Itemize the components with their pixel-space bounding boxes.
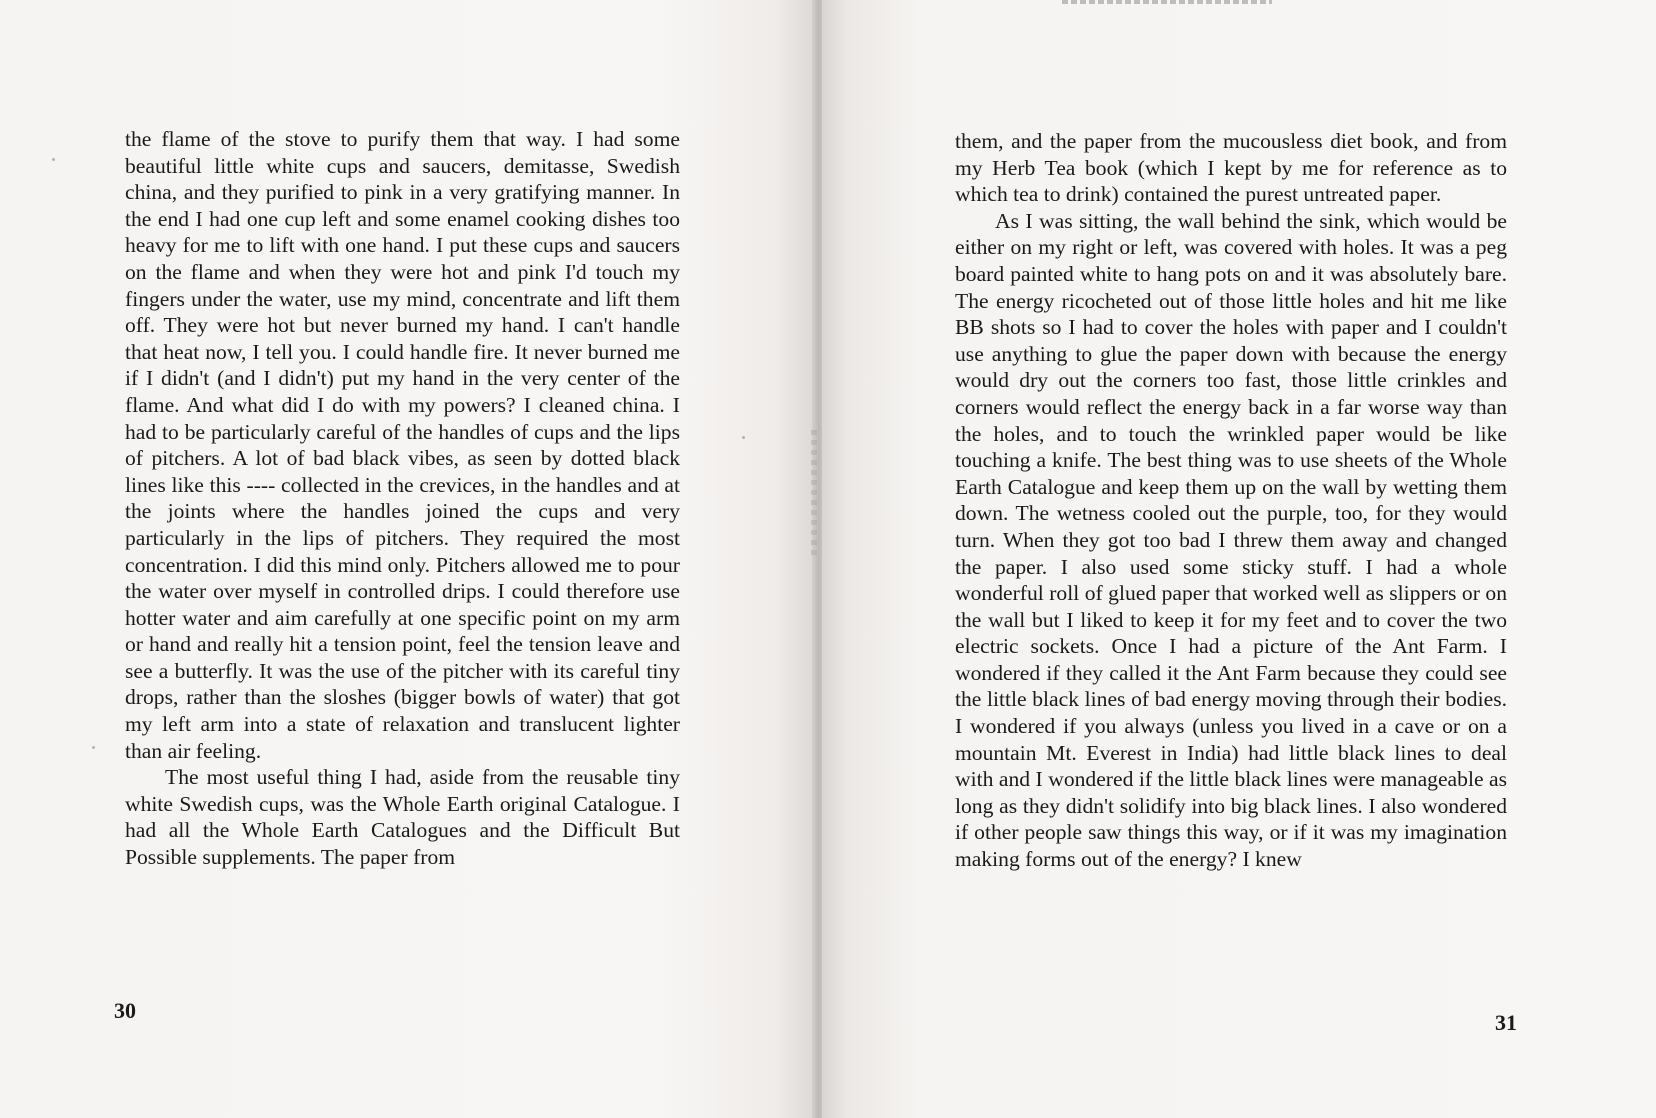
right-paragraph-2: As I was sitting, the wall behind the sink, which would be either on my right or left, was covered with holes. It was a peg board painted white to hang pots on and it was absolutely bare. The energy ricocheted out of those little holes and hit me like BB shots so I had to cover the holes with paper and I couldn't use anything to glue the paper down with because the energy would dry out the corners too fast, those little crinkles and corners would reflect the energy back in a far worse way than the holes, and to touch the wrinkled paper would be like touching a knife. The best thing was to use sheets of the Whole Earth Catalogue and keep them up on the wall by wetting them down. The wetness cooled out the purple, too, for they would turn. When they got too bad I threw them away and changed the paper. I also used some sticky stuff. I had a whole wonderful roll of glued paper that worked well as slippers or on the wall but I liked to keep it for my feet and to cover the two electric sockets. Once I had a picture of the Ant Farm. I wondered if they called it the Ant Farm because they could see the little black lines of bad energy moving through their bodies. I wondered if you always (unless you lived in a cave or on a mountain Mt. Everest in India) had little black lines to deal with and I wondered if the little black lines were manageable as long as they didn't solidify into big black lines. I also wondered if other people saw things this way, or if it was my imagination making forms out of the energy? I knew bbox=[955, 208, 1507, 872]
paper-speck bbox=[92, 746, 95, 749]
right-paragraph-1: them, and the paper from the mucousless diet book, and from my Herb Tea book (which I kept by me for reference as to which tea to drink) contained the purest untreated paper. bbox=[955, 129, 1507, 207]
left-page-number: 30 bbox=[114, 998, 136, 1023]
paper-speck bbox=[52, 158, 55, 161]
top-edge-mark bbox=[1062, 0, 1272, 4]
left-paragraph-1: the flame of the stove to purify them that way. I had some beautiful little white cups and saucers, demitasse, Swedish china, and they purified to pink in a very gratifying manner. In the end I had one cup left and some enamel cooking dishes too heavy for me to lift with one hand. I put these cups and saucers on the flame and when they were hot and pink I'd touch my fingers under the water, use my mind, concentrate and lift them off. They were hot but never burned my hand. I can't handle that heat now, I tell you. I could handle fire. It never burned me if I didn't (and I didn't) put my hand in the very center of the flame. And what did I do with my powers? I cleaned china. I had to be particularly careful of the handles of cups and the lips of pitchers. A lot of bad black vibes, as seen by dotted black lines like this ---- collected in the crevices, in the handles and at the joints where the handles joined the cups and very particularly in the lips of pitchers. They required the most concentration. I did this mind only. Pitchers allowed me to pour the water over myself in controlled drips. I could therefore use hotter water and aim carefully at one specific point on my arm or hand and really hit a tension point, feel the tension leave and see a butterfly. It was the use of the pitcher with its careful tiny drops, rather than the sloshes (bigger bowls of water) that got my left arm into a state of relaxation and translucent lighter than air feeling. bbox=[125, 127, 680, 763]
right-page-number: 31 bbox=[1495, 1010, 1517, 1035]
left-page-text bbox=[125, 126, 680, 871]
right-page bbox=[822, 0, 1656, 1118]
paper-speck bbox=[742, 436, 745, 439]
right-page-text bbox=[955, 128, 1507, 873]
left-page bbox=[0, 0, 816, 1118]
gutter-mark bbox=[811, 430, 817, 560]
left-paragraph-2: The most useful thing I had, aside from the reusable tiny white Swedish cups, was the Whole Earth original Catalogue. I had all the Whole Earth Catalogues and the Difficult But Possible supplements. The paper from bbox=[125, 765, 680, 870]
